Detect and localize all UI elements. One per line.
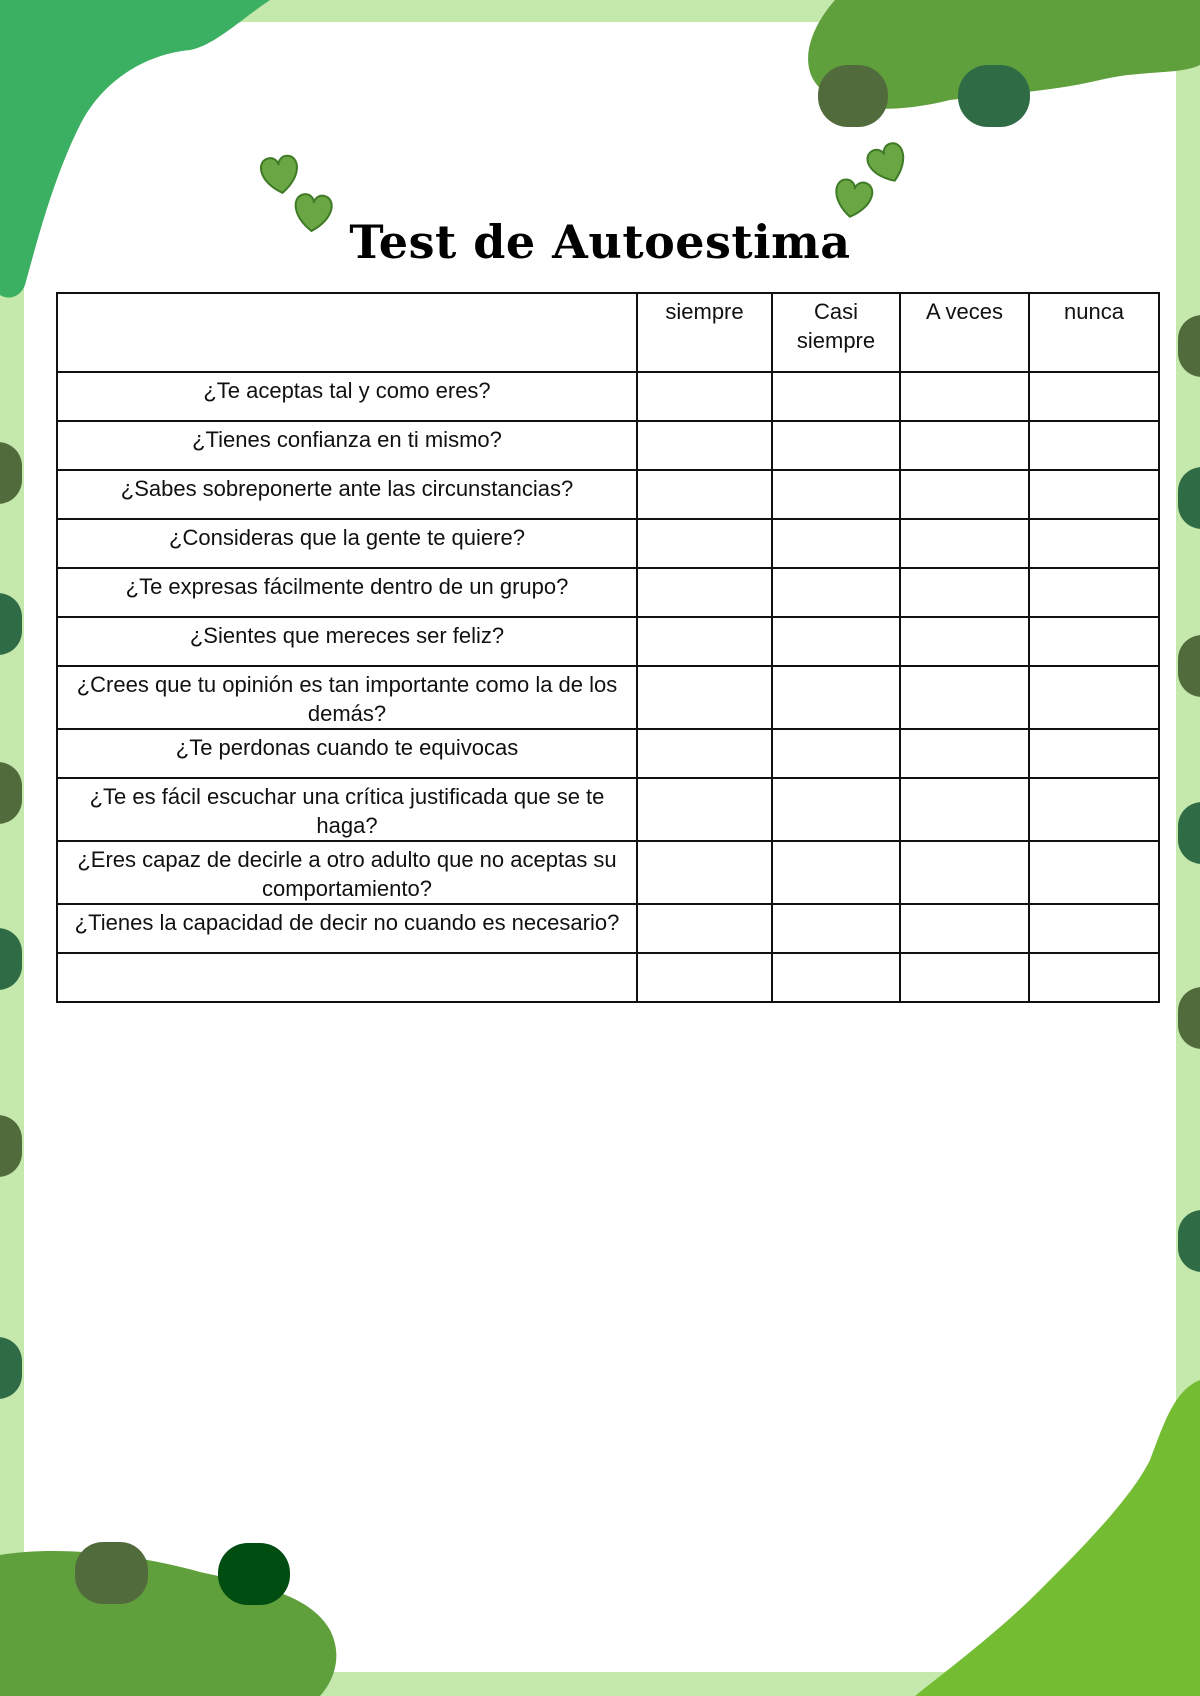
question-cell: ¿Consideras que la gente te quiere?: [57, 519, 637, 568]
question-cell: ¿Crees que tu opinión es tan importante como la de los demás?: [57, 666, 637, 729]
answer-cell-nunca[interactable]: [1029, 953, 1159, 1002]
right-tab: [1178, 1210, 1200, 1272]
top-spot-olive: [818, 65, 888, 127]
page-title: Test de Autoestima: [349, 215, 851, 269]
question-cell: ¿Te aceptas tal y como eres?: [57, 372, 637, 421]
answer-cell-nunca[interactable]: [1029, 372, 1159, 421]
answer-cell-nunca[interactable]: [1029, 617, 1159, 666]
right-tab: [1178, 635, 1200, 697]
answer-cell-nunca[interactable]: [1029, 421, 1159, 470]
answer-cell-casi-siempre[interactable]: [772, 729, 900, 778]
table-row: [57, 519, 1159, 568]
table-row: [57, 372, 1159, 421]
answer-cell-a-veces[interactable]: [900, 470, 1029, 519]
table-row: [57, 470, 1159, 519]
answer-cell-nunca[interactable]: [1029, 841, 1159, 904]
question-cell: ¿Tienes confianza en ti mismo?: [57, 421, 637, 470]
answer-cell-siempre[interactable]: [637, 470, 772, 519]
question-cell: ¿Tienes la capacidad de decir no cuando es necesario?: [57, 904, 637, 953]
header-a-veces: A veces: [900, 293, 1029, 372]
answer-cell-nunca[interactable]: [1029, 729, 1159, 778]
answer-cell-siempre[interactable]: [637, 519, 772, 568]
question-cell: ¿Te es fácil escuchar una crítica justificada que se te haga?: [57, 778, 637, 841]
answer-cell-casi-siempre[interactable]: [772, 666, 900, 729]
table-row: [57, 568, 1159, 617]
header-siempre: siempre: [637, 293, 772, 372]
answer-cell-nunca[interactable]: [1029, 470, 1159, 519]
answer-cell-a-veces[interactable]: [900, 519, 1029, 568]
bottom-spot-deep: [218, 1543, 290, 1605]
answer-cell-casi-siempre[interactable]: [772, 519, 900, 568]
table-row: [57, 666, 1159, 729]
right-tab: [1178, 315, 1200, 377]
answer-cell-casi-siempre[interactable]: [772, 568, 900, 617]
heart-icon: [864, 140, 911, 187]
top-spot-forest: [958, 65, 1030, 127]
table-row: [57, 904, 1159, 953]
question-cell: ¿Sabes sobreponerte ante las circunstancias?: [57, 470, 637, 519]
answer-cell-nunca[interactable]: [1029, 778, 1159, 841]
answer-cell-nunca[interactable]: [1029, 568, 1159, 617]
right-tab: [1178, 802, 1200, 864]
answer-cell-a-veces[interactable]: [900, 421, 1029, 470]
heart-icon: [260, 155, 301, 196]
answer-cell-casi-siempre[interactable]: [772, 904, 900, 953]
left-tab: [0, 1337, 22, 1399]
header-nunca: nunca: [1029, 293, 1159, 372]
header-question: [57, 293, 637, 372]
bottom-spot-olive: [75, 1542, 148, 1604]
bottom-right-blob: [915, 1380, 1200, 1696]
left-tab: [0, 762, 22, 824]
answer-cell-a-veces[interactable]: [900, 568, 1029, 617]
answer-cell-a-veces[interactable]: [900, 372, 1029, 421]
answer-cell-siempre[interactable]: [637, 904, 772, 953]
right-tab: [1178, 467, 1200, 529]
answer-cell-a-veces[interactable]: [900, 666, 1029, 729]
answer-cell-siempre[interactable]: [637, 729, 772, 778]
answer-cell-casi-siempre[interactable]: [772, 841, 900, 904]
answer-cell-casi-siempre[interactable]: [772, 778, 900, 841]
table-row: [57, 841, 1159, 904]
answer-cell-siempre[interactable]: [637, 841, 772, 904]
answer-cell-a-veces[interactable]: [900, 617, 1029, 666]
answer-cell-a-veces[interactable]: [900, 778, 1029, 841]
left-tab: [0, 928, 22, 990]
answer-cell-nunca[interactable]: [1029, 519, 1159, 568]
answer-cell-casi-siempre[interactable]: [772, 372, 900, 421]
left-tab: [0, 593, 22, 655]
right-tab: [1178, 987, 1200, 1049]
question-cell: ¿Te expresas fácilmente dentro de un grupo?: [57, 568, 637, 617]
self-esteem-table: [56, 292, 1160, 1003]
left-tab: [0, 1115, 22, 1177]
answer-cell-siempre[interactable]: [637, 666, 772, 729]
answer-cell-casi-siempre[interactable]: [772, 470, 900, 519]
question-cell: ¿Eres capaz de decirle a otro adulto que no aceptas su comportamiento?: [57, 841, 637, 904]
question-cell: [57, 953, 637, 1002]
table-row: [57, 953, 1159, 1002]
table-row: [57, 617, 1159, 666]
answer-cell-casi-siempre[interactable]: [772, 953, 900, 1002]
answer-cell-siempre[interactable]: [637, 568, 772, 617]
answer-cell-siempre[interactable]: [637, 953, 772, 1002]
answer-cell-a-veces[interactable]: [900, 953, 1029, 1002]
answer-cell-siempre[interactable]: [637, 778, 772, 841]
question-cell: ¿Sientes que mereces ser feliz?: [57, 617, 637, 666]
answer-cell-siempre[interactable]: [637, 421, 772, 470]
question-cell: ¿Te perdonas cuando te equivocas: [57, 729, 637, 778]
table-row: [57, 778, 1159, 841]
answer-cell-nunca[interactable]: [1029, 666, 1159, 729]
answer-cell-siempre[interactable]: [637, 372, 772, 421]
table-row: [57, 729, 1159, 778]
table-row: [57, 421, 1159, 470]
answer-cell-nunca[interactable]: [1029, 904, 1159, 953]
answer-cell-a-veces[interactable]: [900, 904, 1029, 953]
left-tab: [0, 442, 22, 504]
answer-cell-siempre[interactable]: [637, 617, 772, 666]
table-header-row: [57, 293, 1159, 372]
answer-cell-a-veces[interactable]: [900, 841, 1029, 904]
answer-cell-a-veces[interactable]: [900, 729, 1029, 778]
answer-cell-casi-siempre[interactable]: [772, 421, 900, 470]
answer-cell-casi-siempre[interactable]: [772, 617, 900, 666]
header-casi-siempre: Casi siempre: [772, 293, 900, 372]
